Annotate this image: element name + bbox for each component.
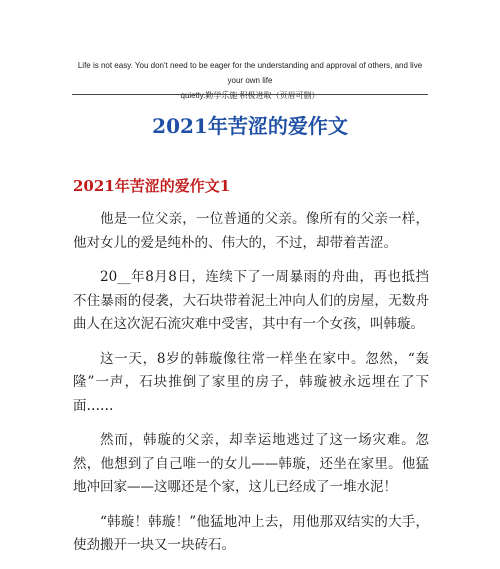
page-header	[70, 58, 430, 103]
paragraph: 他是一位父亲，一位普通的父亲。像所有的父亲一样，他对女儿的爱是纯朴的、伟大的，不过，却带着苦涩。	[73, 211, 429, 251]
paragraph: 然而，韩璇的父亲，却幸运地逃过了这一场灾难。忽然，他想到了自己唯一的女儿——韩璇，还坐在家里。他猛地冲回家——这哪还是个家，这儿已经成了一堆水泥！	[73, 432, 429, 495]
document-title: 2021年苦涩的爱作文	[152, 114, 348, 138]
paragraph: “韩璇！韩璇！”他猛地冲上去，用他那双结实的大手，使劲搬开一块又一块砖石。	[73, 513, 429, 553]
section-heading: 2021年苦涩的爱作文1	[73, 177, 231, 195]
paragraph: 20__年8月8日，连续下了一周暴雨的舟曲，再也抵挡不住暴雨的侵袭，大石块带着泥土冲向人们的房屋，无数舟曲人在这次泥石流灾难中受害，其中有一个女孩，叫韩璇。	[73, 269, 429, 332]
paragraph: 这一天，8岁的韩璇像往常一样坐在家中。忽然，“轰隆”一声，石块推倒了家里的房子，韩璇被永远埋在了下面……	[73, 350, 429, 414]
header-divider	[72, 94, 428, 95]
essay-body	[73, 208, 429, 569]
header-motto-line: quietly.勤学乐施 积极进取（页眉可删）	[180, 91, 320, 100]
header-quote-line: Life is not easy. You don't need to be eager for the understanding and approval of others, and live your own life	[77, 61, 423, 85]
